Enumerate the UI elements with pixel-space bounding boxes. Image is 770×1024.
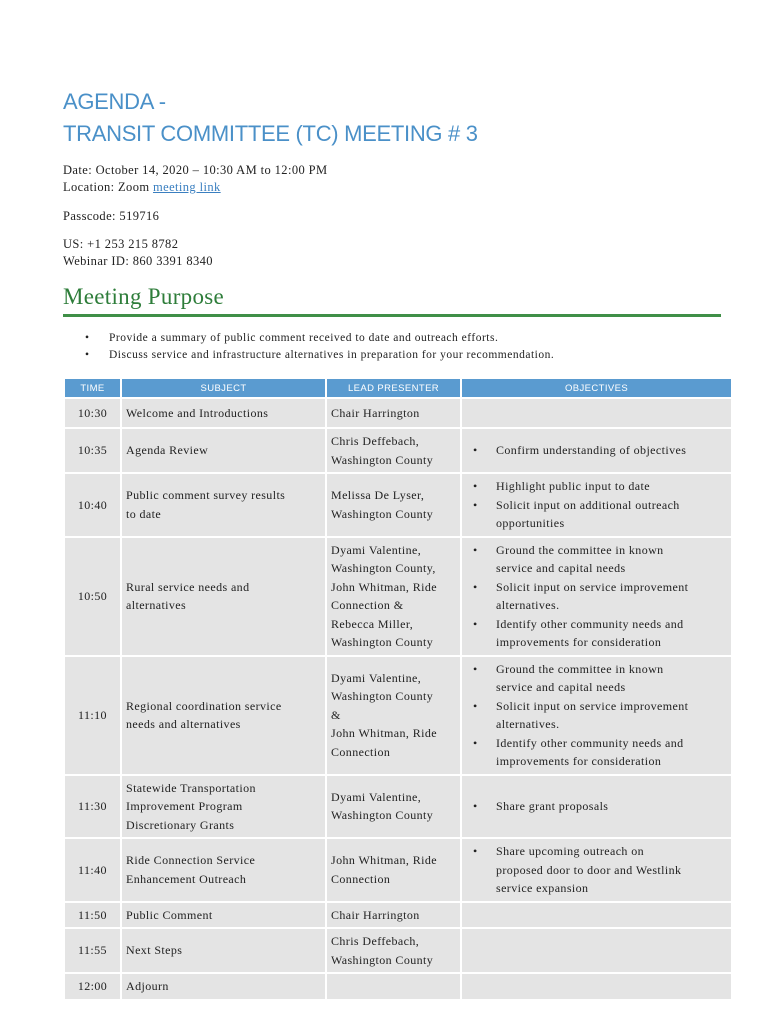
agenda-lead-presenter-line: Washington County [331, 635, 434, 649]
dial-in-details [63, 236, 213, 270]
objective-item [466, 697, 727, 734]
agenda-row [65, 657, 731, 774]
agenda-lead-presenter-line: Chris Deffebach, [331, 934, 420, 948]
objective-line: proposed door to door and Westlink [496, 862, 682, 877]
agenda-subject [122, 974, 325, 999]
objective-line: opportunities [496, 516, 565, 530]
agenda-lead-presenter-line: Connection [331, 871, 391, 886]
agenda-objectives [462, 657, 731, 774]
agenda-subject-line: Public comment survey results [126, 488, 286, 503]
agenda-lead-presenter [327, 657, 460, 774]
header-time: TIME [65, 379, 120, 397]
agenda-lead-presenter [327, 839, 460, 901]
agenda-subject-line: Adjourn [126, 979, 169, 993]
agenda-subject-line: Next Steps [126, 943, 183, 958]
agenda-lead-presenter [327, 974, 460, 999]
objective-line: • Highlight public input to date [496, 479, 650, 493]
objective-line: • Ground the committee in known [496, 542, 664, 557]
agenda-lead-presenter-line: Washington County [331, 808, 434, 823]
title-line-2: TRANSIT COMMITTEE (TC) MEETING # 3 [63, 121, 478, 146]
agenda-lead-presenter [327, 776, 460, 838]
objective-line: • Share upcoming outreach on [496, 844, 645, 858]
agenda-lead-presenter-line: Connection [331, 744, 391, 759]
agenda-objectives [462, 929, 731, 972]
agenda-time: 12:00 [65, 974, 120, 999]
objective-line: • Share grant proposals [496, 799, 609, 813]
objective-line: service and capital needs [496, 680, 626, 694]
agenda-objectives [462, 474, 731, 536]
agenda-objectives [462, 399, 731, 427]
agenda-lead-presenter-line: Melissa De Lyser, [331, 488, 425, 503]
agenda-objectives [462, 538, 731, 655]
agenda-lead-presenter [327, 429, 460, 472]
agenda-lead-presenter-line: Chair Harrington [331, 405, 420, 420]
objective-item [466, 578, 727, 615]
agenda-lead-presenter-line: & [331, 707, 341, 722]
agenda-table [63, 377, 733, 1001]
agenda-row [65, 429, 731, 472]
meeting-details [63, 162, 328, 196]
agenda-time: 11:55 [65, 929, 120, 972]
agenda-lead-presenter-line: John Whitman, Ride [331, 726, 437, 741]
objective-line: • Confirm understanding of objectives [496, 443, 687, 458]
agenda-subject-line: Improvement Program [126, 799, 243, 813]
agenda-time: 10:40 [65, 474, 120, 536]
agenda-lead-presenter-line: Chair Harrington [331, 907, 420, 922]
agenda-time: 11:10 [65, 657, 120, 774]
agenda-subject-line: Discretionary Grants [126, 817, 235, 832]
agenda-time: 10:35 [65, 429, 120, 472]
webinar-id: Webinar ID: 860 3391 8340 [63, 254, 213, 268]
agenda-row [65, 538, 731, 655]
agenda-subject-line: alternatives [126, 598, 187, 612]
header-lead-presenter: LEAD PRESENTER [327, 379, 460, 397]
agenda-subject-line: Enhancement Outreach [126, 871, 247, 886]
agenda-subject [122, 839, 325, 901]
objective-item [466, 541, 727, 578]
agenda-subject [122, 399, 325, 427]
agenda-subject [122, 929, 325, 972]
agenda-time: 11:30 [65, 776, 120, 838]
objective-item [466, 797, 727, 816]
agenda-subject [122, 474, 325, 536]
agenda-lead-presenter-line: Dyami Valentine, [331, 670, 422, 685]
agenda-subject [122, 657, 325, 774]
agenda-body [65, 399, 731, 999]
objectives-list [466, 797, 727, 816]
agenda-subject-line: Agenda Review [126, 443, 209, 458]
objectives-list [466, 441, 727, 460]
agenda-row [65, 776, 731, 838]
objective-item [466, 734, 727, 771]
agenda-row [65, 903, 731, 928]
objective-item [466, 615, 727, 652]
agenda-subject-line: Ride Connection Service [126, 853, 256, 868]
agenda-lead-presenter [327, 903, 460, 928]
objective-item [466, 842, 727, 898]
agenda-objectives [462, 839, 731, 901]
objective-line: • Solicit input on service improvement [496, 698, 689, 713]
agenda-lead-presenter [327, 399, 460, 427]
agenda-lead-presenter-line: Washington County [331, 952, 434, 967]
title-line-1: AGENDA - [63, 89, 166, 114]
meeting-date: Date: October 14, 2020 – 10:30 AM to 12:00 PM [63, 163, 328, 177]
agenda-subject-line: needs and alternatives [126, 717, 241, 731]
objective-item [466, 477, 727, 496]
objective-item [466, 660, 727, 697]
agenda-subject-line: Public Comment [126, 907, 213, 922]
agenda-objectives [462, 903, 731, 928]
document-title [63, 86, 478, 150]
agenda-subject-line: to date [126, 506, 162, 521]
agenda-lead-presenter-line: Connection & [331, 598, 404, 612]
objective-item [466, 441, 727, 460]
meeting-location [63, 179, 328, 196]
agenda-objectives [462, 429, 731, 472]
objectives-list [466, 477, 727, 533]
objectives-list [466, 541, 727, 652]
agenda-lead-presenter-line: Washington County [331, 689, 434, 704]
agenda-lead-presenter-line: John Whitman, Ride [331, 853, 437, 868]
objective-line: • Ground the committee in known [496, 661, 664, 676]
agenda-subject [122, 903, 325, 928]
meeting-purpose-heading: Meeting Purpose [63, 284, 225, 309]
objective-line: • Solicit input on service improvement [496, 579, 689, 594]
agenda-time: 10:50 [65, 538, 120, 655]
agenda-objectives [462, 776, 731, 838]
objective-item [466, 496, 727, 533]
objective-line: • Identify other community needs and [496, 735, 684, 750]
section-divider [63, 314, 721, 317]
agenda-time: 11:50 [65, 903, 120, 928]
agenda-row [65, 839, 731, 901]
purpose-list [63, 330, 554, 364]
objective-line: service and capital needs [496, 561, 626, 575]
objectives-list [466, 842, 727, 898]
agenda-subject [122, 429, 325, 472]
agenda-lead-presenter-line: Washington County [331, 452, 434, 467]
phone-number: US: +1 253 215 8782 [63, 237, 179, 251]
objective-line: improvements for consideration [496, 754, 662, 768]
agenda-subject [122, 538, 325, 655]
agenda-subject-line: Rural service needs and [126, 579, 250, 594]
agenda-lead-presenter-line: Dyami Valentine, [331, 789, 422, 804]
agenda-lead-presenter-line: Washington County [331, 506, 434, 521]
purpose-item: • Provide a summary of public comment received to date and outreach efforts. [63, 330, 554, 347]
agenda-time: 10:30 [65, 399, 120, 427]
agenda-lead-presenter-line: Dyami Valentine, [331, 542, 422, 557]
agenda-subject-line: Statewide Transportation [126, 780, 256, 795]
objectives-list [466, 660, 727, 771]
passcode: Passcode: 519716 [63, 209, 160, 223]
agenda-subject-line: Regional coordination service [126, 698, 282, 713]
objective-line: • Solicit input on additional outreach [496, 497, 680, 512]
agenda-row [65, 399, 731, 427]
purpose-item: • Discuss service and infrastructure alternatives in preparation for your recommendation. [63, 347, 554, 364]
meeting-link[interactable]: meeting link [153, 180, 221, 194]
agenda-lead-presenter-line: Washington County, [331, 561, 436, 575]
agenda-lead-presenter-line: Rebecca Miller, [331, 616, 414, 631]
agenda-row [65, 474, 731, 536]
agenda-time: 11:40 [65, 839, 120, 901]
agenda-subject [122, 776, 325, 838]
agenda-header-row [65, 379, 731, 397]
agenda-lead-presenter [327, 538, 460, 655]
objective-line: alternatives. [496, 598, 560, 612]
agenda-subject-line: Welcome and Introductions [126, 405, 269, 420]
header-subject: SUBJECT [122, 379, 325, 397]
objective-line: alternatives. [496, 717, 560, 731]
objective-line: improvements for consideration [496, 635, 662, 649]
agenda-lead-presenter [327, 929, 460, 972]
location-label: Location: Zoom [63, 180, 154, 194]
agenda-lead-presenter [327, 474, 460, 536]
objective-line: service expansion [496, 881, 589, 895]
objective-line: • Identify other community needs and [496, 616, 684, 631]
agenda-lead-presenter-line: John Whitman, Ride [331, 579, 437, 594]
agenda-row [65, 974, 731, 999]
agenda-lead-presenter-line: Chris Deffebach, [331, 434, 420, 448]
header-objectives: OBJECTIVES [462, 379, 731, 397]
agenda-row [65, 929, 731, 972]
agenda-objectives [462, 974, 731, 999]
